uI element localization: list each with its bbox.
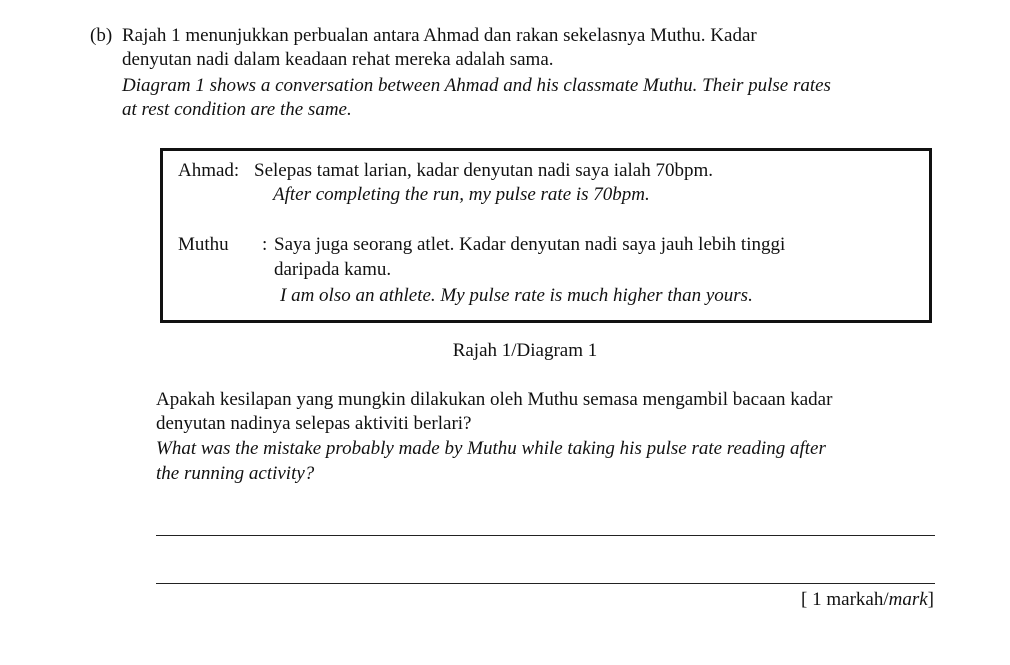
dialogue-box <box>160 148 932 323</box>
marks-suffix: ] <box>927 589 934 610</box>
marks-italic: mark <box>888 589 928 610</box>
diagram-caption: Rajah 1/Diagram 1 <box>452 340 598 361</box>
question-malay-line-1: Apakah kesilapan yang mungkin dilakukan oleh Muthu semasa mengambil bacaan kadar <box>156 389 833 410</box>
question-malay-line-2: denyutan nadinya selepas aktiviti berlari? <box>156 413 472 434</box>
marks-prefix: [ 1 markah/ <box>801 589 889 610</box>
ahmad-malay-text: Selepas tamat larian, kadar denyutan nadi saya ialah 70bpm. <box>254 160 714 181</box>
question-english-line-2: the running activity? <box>156 463 315 484</box>
intro-malay-line-1: Rajah 1 menunjukkan perbualan antara Ahmad dan rakan sekelasnya Muthu. Kadar <box>122 25 757 46</box>
marks-allocation <box>801 589 934 611</box>
answer-line[interactable] <box>156 583 935 584</box>
muthu-colon: : <box>262 234 268 255</box>
ahmad-english-text: After completing the run, my pulse rate is 70bpm. <box>273 184 650 205</box>
muthu-english-text: I am olso an athlete. My pulse rate is much higher than yours. <box>280 285 753 306</box>
ahmad-speaker: Ahmad: <box>178 160 240 181</box>
intro-english-line-1: Diagram 1 shows a conversation between Ahmad and his classmate Muthu. Their pulse rates <box>122 75 831 96</box>
muthu-speaker: Muthu <box>178 234 229 255</box>
muthu-malay-line-1: Saya juga seorang atlet. Kadar denyutan nadi saya jauh lebih tinggi <box>274 234 786 255</box>
intro-malay-line-2: denyutan nadi dalam keadaan rehat mereka adalah sama. <box>122 49 554 70</box>
muthu-malay-line-2: daripada kamu. <box>274 259 392 280</box>
question-english-line-1: What was the mistake probably made by Muthu while taking his pulse rate reading after <box>156 438 826 459</box>
intro-english-line-2: at rest condition are the same. <box>122 99 352 120</box>
question-label: (b) <box>90 25 113 46</box>
answer-line[interactable] <box>156 535 935 536</box>
